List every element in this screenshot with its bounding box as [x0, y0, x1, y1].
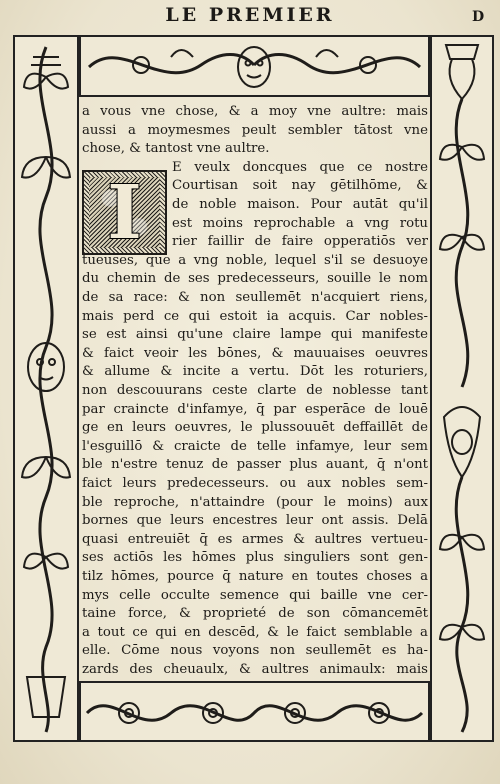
bottom-border-ornament [79, 681, 430, 742]
text-line: chose, & tantost vne aultre. [82, 141, 270, 157]
text-line: ses actiōs les hōmes plus singuliers sont gen- [82, 550, 428, 566]
text-line: a vous vne chose, & a moy vne aultre: mais [82, 104, 428, 119]
text-line: ge en leurs oeuvres, le plussouuēt deffaillēt de [82, 420, 428, 436]
running-head: LE PREMIER [165, 4, 335, 26]
text-line: faict leurs predecesseurs. ou aux nobles sem- [82, 476, 428, 491]
text-line: mys celle occulte semence qui baille vne cer- [82, 587, 428, 603]
text-line: mais perd ce qui estoit ia acquis. Car nobles- [82, 308, 428, 324]
text-line: & allume & incite a vertu. Dōt les roturiers, [82, 364, 428, 380]
folio-signature: D [472, 9, 485, 25]
text-line: se est ainsi qu'une claire lampe qui manifeste [82, 327, 428, 343]
left-border-ornament [13, 35, 79, 742]
text-line: ble reproche, n'attaindre (pour le moins) aux [82, 494, 428, 510]
text-line: est moins reprochable a vng rotu [172, 215, 428, 231]
text-line: tilz hōmes, pource q̄ nature en toutes choses a [82, 569, 428, 584]
text-line: de sa race: & non seullemēt n'acquiert riens, [82, 290, 428, 305]
text-line: zards des cheuaulx, & aultres animaulx: mais [82, 662, 428, 677]
text-line: Courtisan soit nay gētilhōme, & [172, 178, 428, 194]
body-text [82, 102, 428, 677]
text-line: par craincte d'infamye, q̄ par esperāce de louē [82, 401, 428, 417]
text-line: non descouurans ceste clarte de noblesse tant [82, 383, 428, 398]
decorated-initial [82, 170, 167, 255]
text-line: de noble maison. Pour autāt qu'il [172, 197, 428, 212]
text-line: taine force, & proprieté de son cōmancemēt [82, 606, 428, 622]
text-line: elle. Cōme nous voyons non seullemēt es ha- [82, 643, 428, 659]
text-line: du chemin de ses predecesseurs, souille le nom [82, 271, 428, 287]
right-border-ornament [430, 35, 494, 742]
text-line: E veulx doncques que ce nostre [172, 159, 428, 175]
text-line: rier faillir de faire opperatiōs ver [172, 234, 428, 250]
text-line: a tout ce qui en descēd, & le faict semblable a [82, 624, 428, 640]
text-line: bornes que leurs encestres leur ont assis. Delā [82, 513, 428, 529]
text-line: aussi a moymesmes peult sembler tātost vne [82, 122, 428, 138]
text-line: quasi entreuiēt q̄ es armes & aultres vertueu- [82, 531, 428, 547]
text-line: & faict veoir les bōnes, & mauuaises oeuvres [82, 345, 428, 361]
initial-letter: I [107, 169, 142, 256]
text-line: tueuses, que a vng noble, lequel s'il se desuoye [82, 252, 428, 268]
text-line: ble n'estre tenuz de passer plus auant, q̄ n'ont [82, 457, 428, 473]
top-border-ornament [79, 35, 430, 97]
text-line: l'esguillō & craicte de telle infamye, leur sem [82, 438, 428, 454]
initial-ornament-fill [89, 169, 160, 256]
